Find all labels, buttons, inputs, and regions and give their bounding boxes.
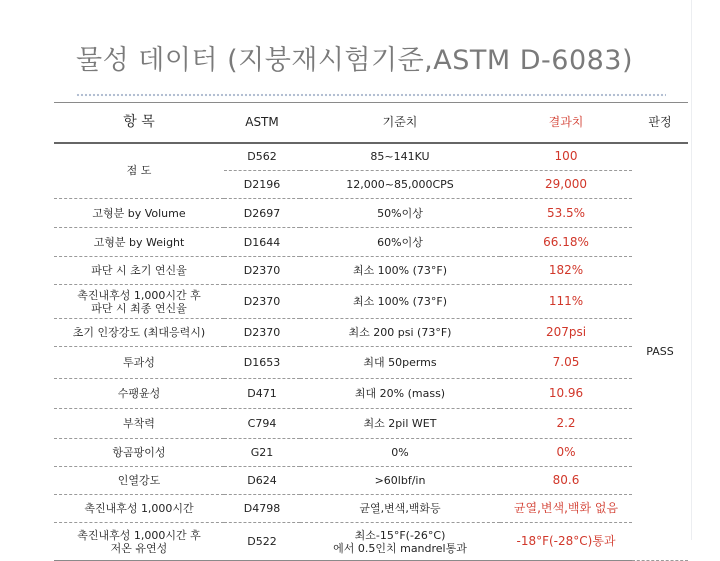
row-standard: 최대 20% (mass): [300, 379, 500, 409]
side-decoration: [691, 0, 720, 540]
row-standard: 85~141KU: [300, 143, 500, 171]
row-standard: 최대 50perms: [300, 347, 500, 379]
row-item: 촉진내후성 1,000시간 후 저온 유연성: [54, 523, 224, 561]
row-standard: 12,000~85,000CPS: [300, 171, 500, 199]
table-row: [54, 495, 688, 523]
row-item: 고형분 by Volume: [54, 199, 224, 228]
table-row: [54, 285, 688, 319]
table-row: [54, 228, 688, 257]
table-row: [54, 439, 688, 467]
row-standard: 균열,변색,백화등: [300, 495, 500, 523]
properties-table: [54, 102, 688, 561]
row-astm: D2370: [224, 257, 300, 285]
table-row: [54, 199, 688, 228]
row-standard: 최소 100% (73°F): [300, 285, 500, 319]
row-standard: 최소-15°F(-26°C) 에서 0.5인치 mandrel통과: [300, 523, 500, 561]
table-row: [54, 347, 688, 379]
row-astm: D2196: [224, 171, 300, 199]
row-astm: C794: [224, 409, 300, 439]
row-item: 촉진내후성 1,000시간 후 파단 시 최종 연신율: [54, 285, 224, 319]
header-result: 결과치: [500, 103, 632, 143]
row-standard: 50%이상: [300, 199, 500, 228]
row-result: 207psi: [500, 319, 632, 347]
row-standard: >60lbf/in: [300, 467, 500, 495]
row-standard: 60%이상: [300, 228, 500, 257]
table-row: [54, 379, 688, 409]
row-astm: D4798: [224, 495, 300, 523]
row-result: 111%: [500, 285, 632, 319]
row-astm: D2370: [224, 319, 300, 347]
table-row: [54, 467, 688, 495]
header-item: 항 목: [54, 103, 224, 143]
row-result: 66.18%: [500, 228, 632, 257]
table-row: [54, 409, 688, 439]
row-item: 초기 인장강도 (최대응력시): [54, 319, 224, 347]
row-item: 촉진내후성 1,000시간: [54, 495, 224, 523]
header-astm: ASTM: [224, 103, 300, 143]
table-row: [54, 257, 688, 285]
row-result: 29,000: [500, 171, 632, 199]
row-result: 53.5%: [500, 199, 632, 228]
row-result: 0%: [500, 439, 632, 467]
row-astm: D562: [224, 143, 300, 171]
row-item: 수팽윤성: [54, 379, 224, 409]
row-item-viscosity: 점 도: [54, 143, 224, 199]
row-astm: D1644: [224, 228, 300, 257]
row-result: 10.96: [500, 379, 632, 409]
row-astm: D471: [224, 379, 300, 409]
row-astm: G21: [224, 439, 300, 467]
row-item: 고형분 by Weight: [54, 228, 224, 257]
row-astm: D624: [224, 467, 300, 495]
row-item: 부착력: [54, 409, 224, 439]
table-row: [54, 523, 688, 561]
row-astm: D1653: [224, 347, 300, 379]
row-result: 80.6: [500, 467, 632, 495]
row-item: 항곰팡이성: [54, 439, 224, 467]
table-row: [54, 143, 688, 171]
verdict-cell: PASS: [632, 143, 688, 561]
row-standard: 0%: [300, 439, 500, 467]
row-standard: 최소 100% (73°F): [300, 257, 500, 285]
row-result: 182%: [500, 257, 632, 285]
dotted-divider: [76, 93, 666, 97]
row-standard: 최소 200 psi (73°F): [300, 319, 500, 347]
row-item: 인열강도: [54, 467, 224, 495]
row-standard: 최소 2pil WET: [300, 409, 500, 439]
header-standard: 기준치: [300, 103, 500, 143]
row-astm: D2697: [224, 199, 300, 228]
table-row: [54, 319, 688, 347]
page-title: 물성 데이터 (지붕재시험기준,ASTM D-6083): [76, 45, 634, 76]
row-result: -18°F(-28°C)통과: [500, 523, 632, 561]
header-verdict: 판정: [632, 103, 688, 143]
row-item: 투과성: [54, 347, 224, 379]
row-result: 7.05: [500, 347, 632, 379]
row-result: 2.2: [500, 409, 632, 439]
row-result: 균열,변색,백화 없음: [500, 495, 632, 523]
row-astm: D2370: [224, 285, 300, 319]
table-header-row: [54, 103, 688, 143]
row-item: 파단 시 초기 연신율: [54, 257, 224, 285]
row-astm: D522: [224, 523, 300, 561]
row-result: 100: [500, 143, 632, 171]
